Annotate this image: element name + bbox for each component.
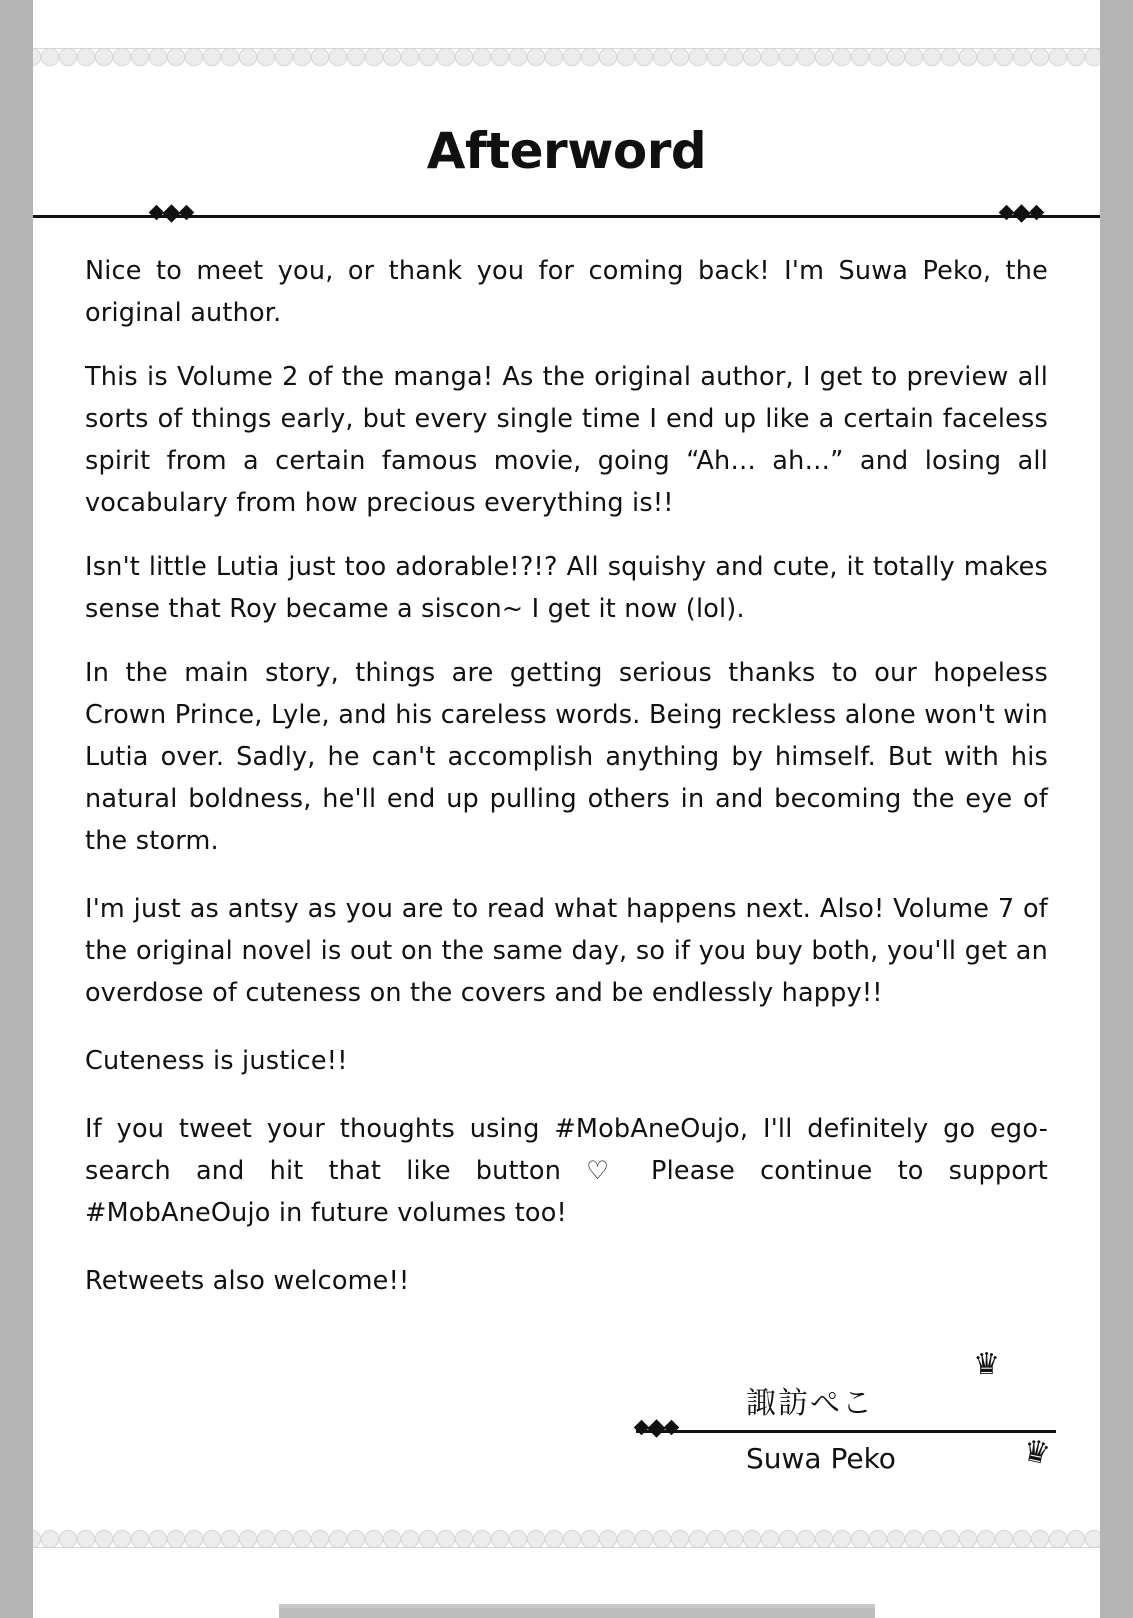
manga-page — [33, 0, 1100, 1618]
diamond-icon — [162, 204, 180, 222]
divider-diamonds-right — [1001, 207, 1042, 220]
footer-bar-inner — [279, 1608, 875, 1618]
diamond-icon — [1012, 204, 1030, 222]
diamond-icon — [179, 205, 195, 221]
paragraph: In the main story, things are getting serious thanks to our hopeless Crown Prince, Lyle, and his careless words. Being reckless alone won't win Lutia over. Sadly, he can't accomplish anything by himself. But with his natural boldness, he'll end up pulling others in and becoming the eye of the storm. — [85, 658, 1048, 856]
lace-border-bottom — [33, 1514, 1100, 1548]
page-title: Afterword — [426, 122, 707, 180]
crown-icon: ♛ — [973, 1347, 1000, 1382]
signature-romanized-name: Suwa Peko — [746, 1442, 896, 1475]
lace-scallops-top — [33, 48, 1100, 82]
paragraph: If you tweet your thoughts using #MobAneOujo, I'll definitely go ego-search and hit that like button ♡ Please continue to support #MobAneOujo in future volumes too! — [85, 1114, 1048, 1228]
divider-diamonds-left — [151, 207, 192, 220]
page-content — [33, 100, 1100, 1324]
paragraph: Nice to meet you, or thank you for coming back! I'm Suwa Peko, the original author. — [85, 256, 1048, 328]
title-divider — [33, 206, 1100, 224]
lace-scallops-bottom — [33, 1514, 1100, 1548]
paragraph: Cuteness is justice!! — [85, 1046, 348, 1076]
paragraph: This is Volume 2 of the manga! As the original author, I get to preview all sorts of things early, but every single time I end up like a certain faceless spirit from a certain famous movie, going “Ah… ah…” and losing all vocabulary from how precious everything is!! — [85, 362, 1048, 518]
diamond-icon — [647, 1419, 665, 1437]
signature-japanese-name: 諏訪ぺこ — [746, 1386, 874, 1421]
afterword-body — [33, 250, 1100, 1302]
page-footer — [33, 1566, 1100, 1618]
diamond-icon — [664, 1420, 680, 1436]
signature-divider-line — [636, 1430, 1056, 1433]
paragraph: Isn't little Lutia just too adorable!?!? All squishy and cute, it totally makes sense that Roy became a siscon~ I get it now (lol). — [85, 552, 1048, 624]
paragraph: Retweets also welcome!! — [85, 1266, 410, 1296]
diamond-icon — [1029, 205, 1045, 221]
paragraph: I'm just as antsy as you are to read what happens next. Also! Volume 7 of the original novel is out on the same day, so if you buy both, you'll get an overdose of cuteness on the covers and be endlessly happy!! — [85, 894, 1048, 1008]
author-signature — [636, 1347, 1056, 1498]
signature-diamonds — [636, 1422, 677, 1435]
lace-border-top — [33, 48, 1100, 82]
crown-icon: ♛ — [1019, 1432, 1054, 1473]
divider-line — [33, 215, 1100, 218]
